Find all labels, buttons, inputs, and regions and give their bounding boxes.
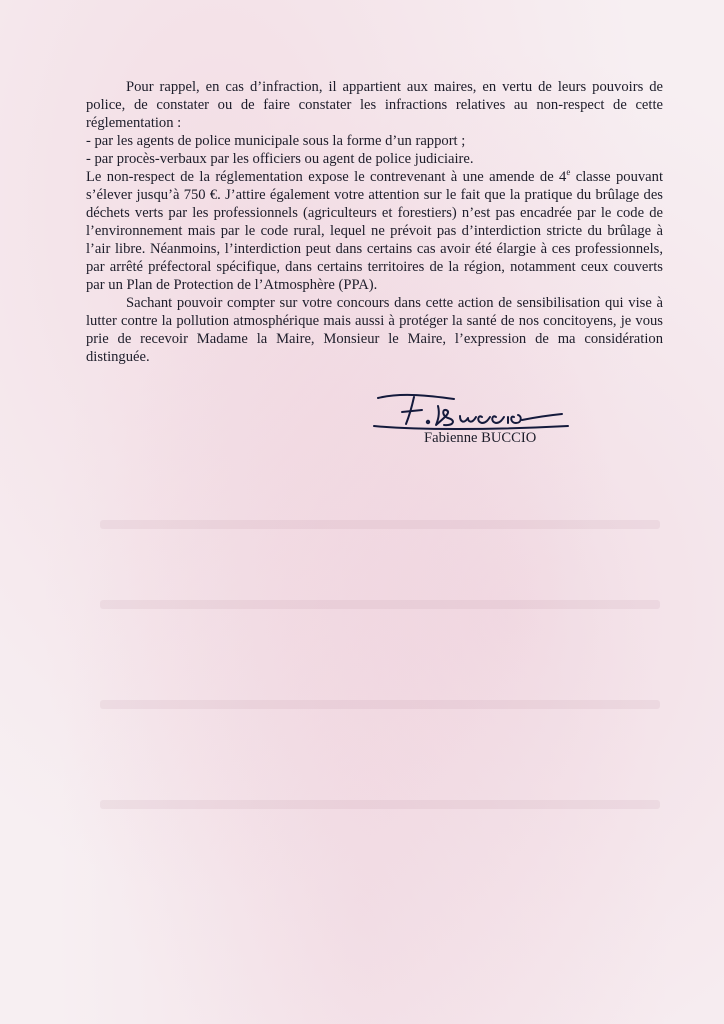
show-through-line (100, 520, 660, 529)
show-through-line (100, 800, 660, 809)
penalty-text-end: classe pouvant s’élever jusqu’à 750 €. J’attire également votre attention sur le fait que la pratique du brûlage des déchets verts par les professionnels (agriculteurs et forestiers) n’est pas encadrée par le code de l’environnement mais par le code rural, lequel ne prévoit pas d’interdiction stricte du brûlage à l’air libre. Néanmoins, l’interdiction peut dans certains cas avoir été élargie à ces professionnels, par arrêté préfectoral spécifique, dans certains territoires de la région, notamment ceux couverts par un Plan de Protection de l’Atmosphère (PPA). (86, 169, 663, 293)
paragraph-closing: Sachant pouvoir compter sur votre concours dans cette action de sensibilisation qui vise à lutter contre la pollution atmosphérique mais aussi à protéger la santé de nos concitoyens, je vous prie de recevoir Madame la Maire, Monsieur le Maire, l’expression de ma considération distinguée. (86, 295, 663, 365)
paragraph-infraction: Pour rappel, en cas d’infraction, il appartient aux maires, en vertu de leurs pouvoirs de police, de constater ou de faire constater les infractions relatives au non-respect de cette réglementation : (86, 79, 663, 131)
signatory-name: Fabienne BUCCIO (424, 430, 537, 446)
show-through-line (100, 700, 660, 709)
ordinal-superscript: e (566, 167, 571, 178)
handwritten-signature (372, 390, 572, 432)
paragraph-penalty (86, 168, 663, 294)
list-item-judicial-police: - par procès-verbaux par les officiers ou agent de police judiciaire. (86, 151, 474, 167)
penalty-text-start: Le non-respect de la réglementation expose le contrevenant à une amende de 4 (86, 169, 567, 185)
show-through-line (100, 600, 660, 609)
letter-body (86, 78, 663, 366)
signature-block (372, 390, 572, 460)
list-item-municipal-police: - par les agents de police municipale sous la forme d’un rapport ; (86, 133, 466, 149)
